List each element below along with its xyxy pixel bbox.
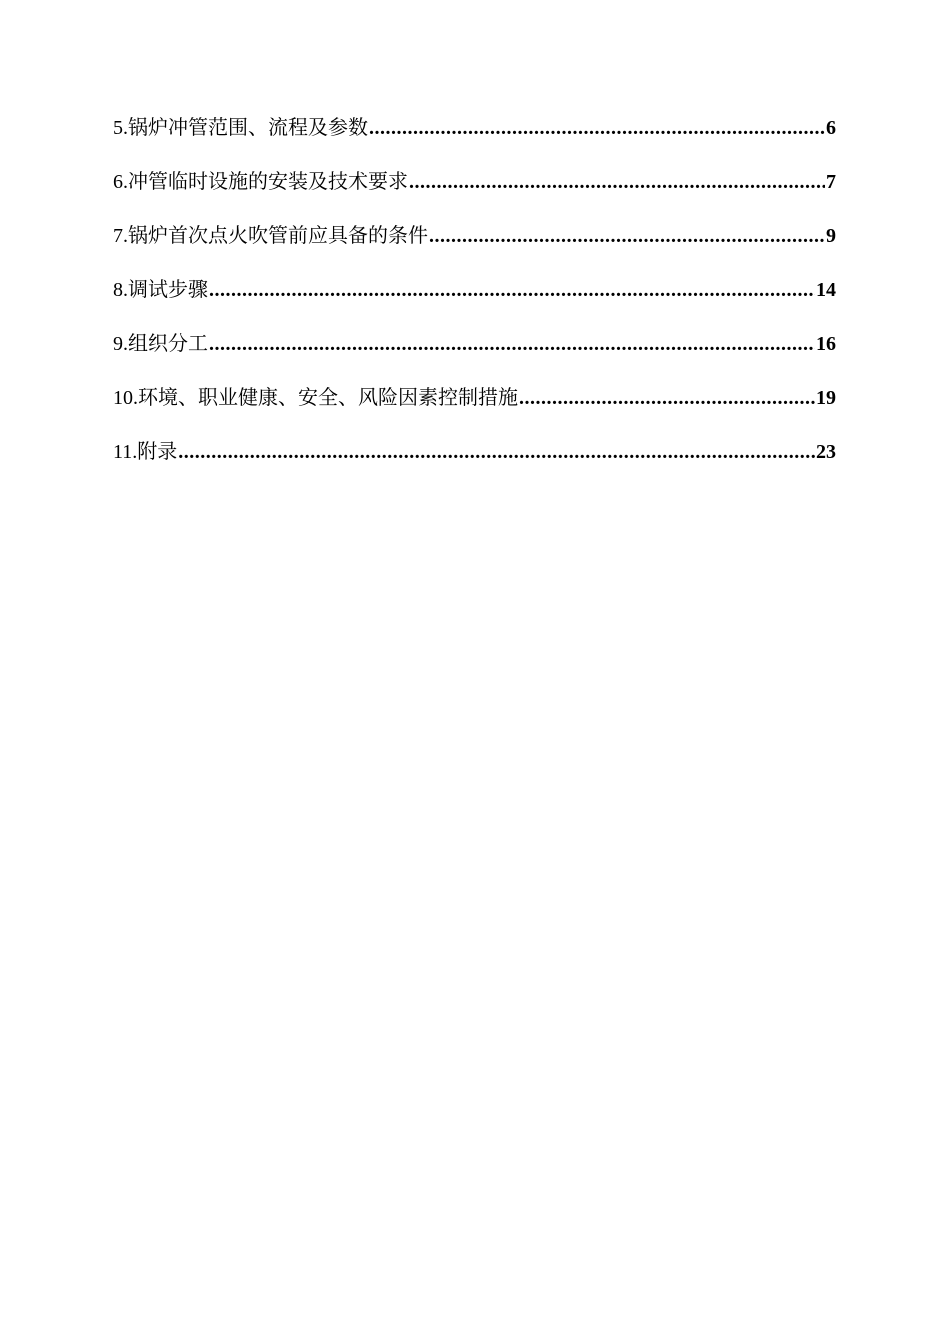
toc-entry[interactable] [113, 435, 836, 489]
toc-entry-page: 7 [826, 171, 836, 193]
toc-entry-page: 16 [816, 333, 836, 355]
toc-entry-page: 23 [816, 441, 836, 463]
toc-entry-page: 14 [816, 279, 836, 301]
toc-entry[interactable] [113, 111, 836, 165]
table-of-contents [113, 111, 836, 489]
toc-entry-title: 环境、职业健康、安全、风险因素控制措施 [138, 385, 518, 409]
toc-dot-leader [429, 225, 825, 248]
toc-entry-number: 5. [113, 117, 128, 139]
toc-entry-number: 9. [113, 333, 128, 355]
toc-entry-number: 8. [113, 279, 128, 301]
toc-entry-title: 调试步骤 [128, 277, 208, 301]
toc-entry-number: 7. [113, 225, 128, 247]
toc-entry-number: 11. [113, 441, 138, 463]
toc-entry-page: 9 [826, 225, 836, 247]
toc-entry[interactable] [113, 219, 836, 273]
toc-dot-leader [409, 171, 825, 194]
toc-entry-page: 19 [816, 387, 836, 409]
toc-dot-leader [209, 279, 815, 302]
toc-entry-title: 冲管临时设施的安装及技术要求 [128, 169, 408, 193]
toc-entry-number: 10. [113, 387, 138, 409]
toc-entry-title: 附录 [137, 439, 178, 463]
toc-entry-title: 组织分工 [128, 331, 208, 355]
toc-entry-number: 6. [113, 171, 128, 193]
toc-dot-leader [178, 441, 815, 464]
toc-dot-leader [209, 333, 815, 356]
toc-entry-page: 6 [826, 117, 836, 139]
toc-entry[interactable] [113, 327, 836, 381]
toc-dot-leader [369, 117, 825, 140]
toc-entry[interactable] [113, 381, 836, 435]
toc-entry[interactable] [113, 273, 836, 327]
toc-entry-title: 锅炉冲管范围、流程及参数 [128, 115, 368, 139]
toc-dot-leader [519, 387, 815, 410]
toc-entry[interactable] [113, 165, 836, 219]
toc-entry-title: 锅炉首次点火吹管前应具备的条件 [128, 223, 428, 247]
